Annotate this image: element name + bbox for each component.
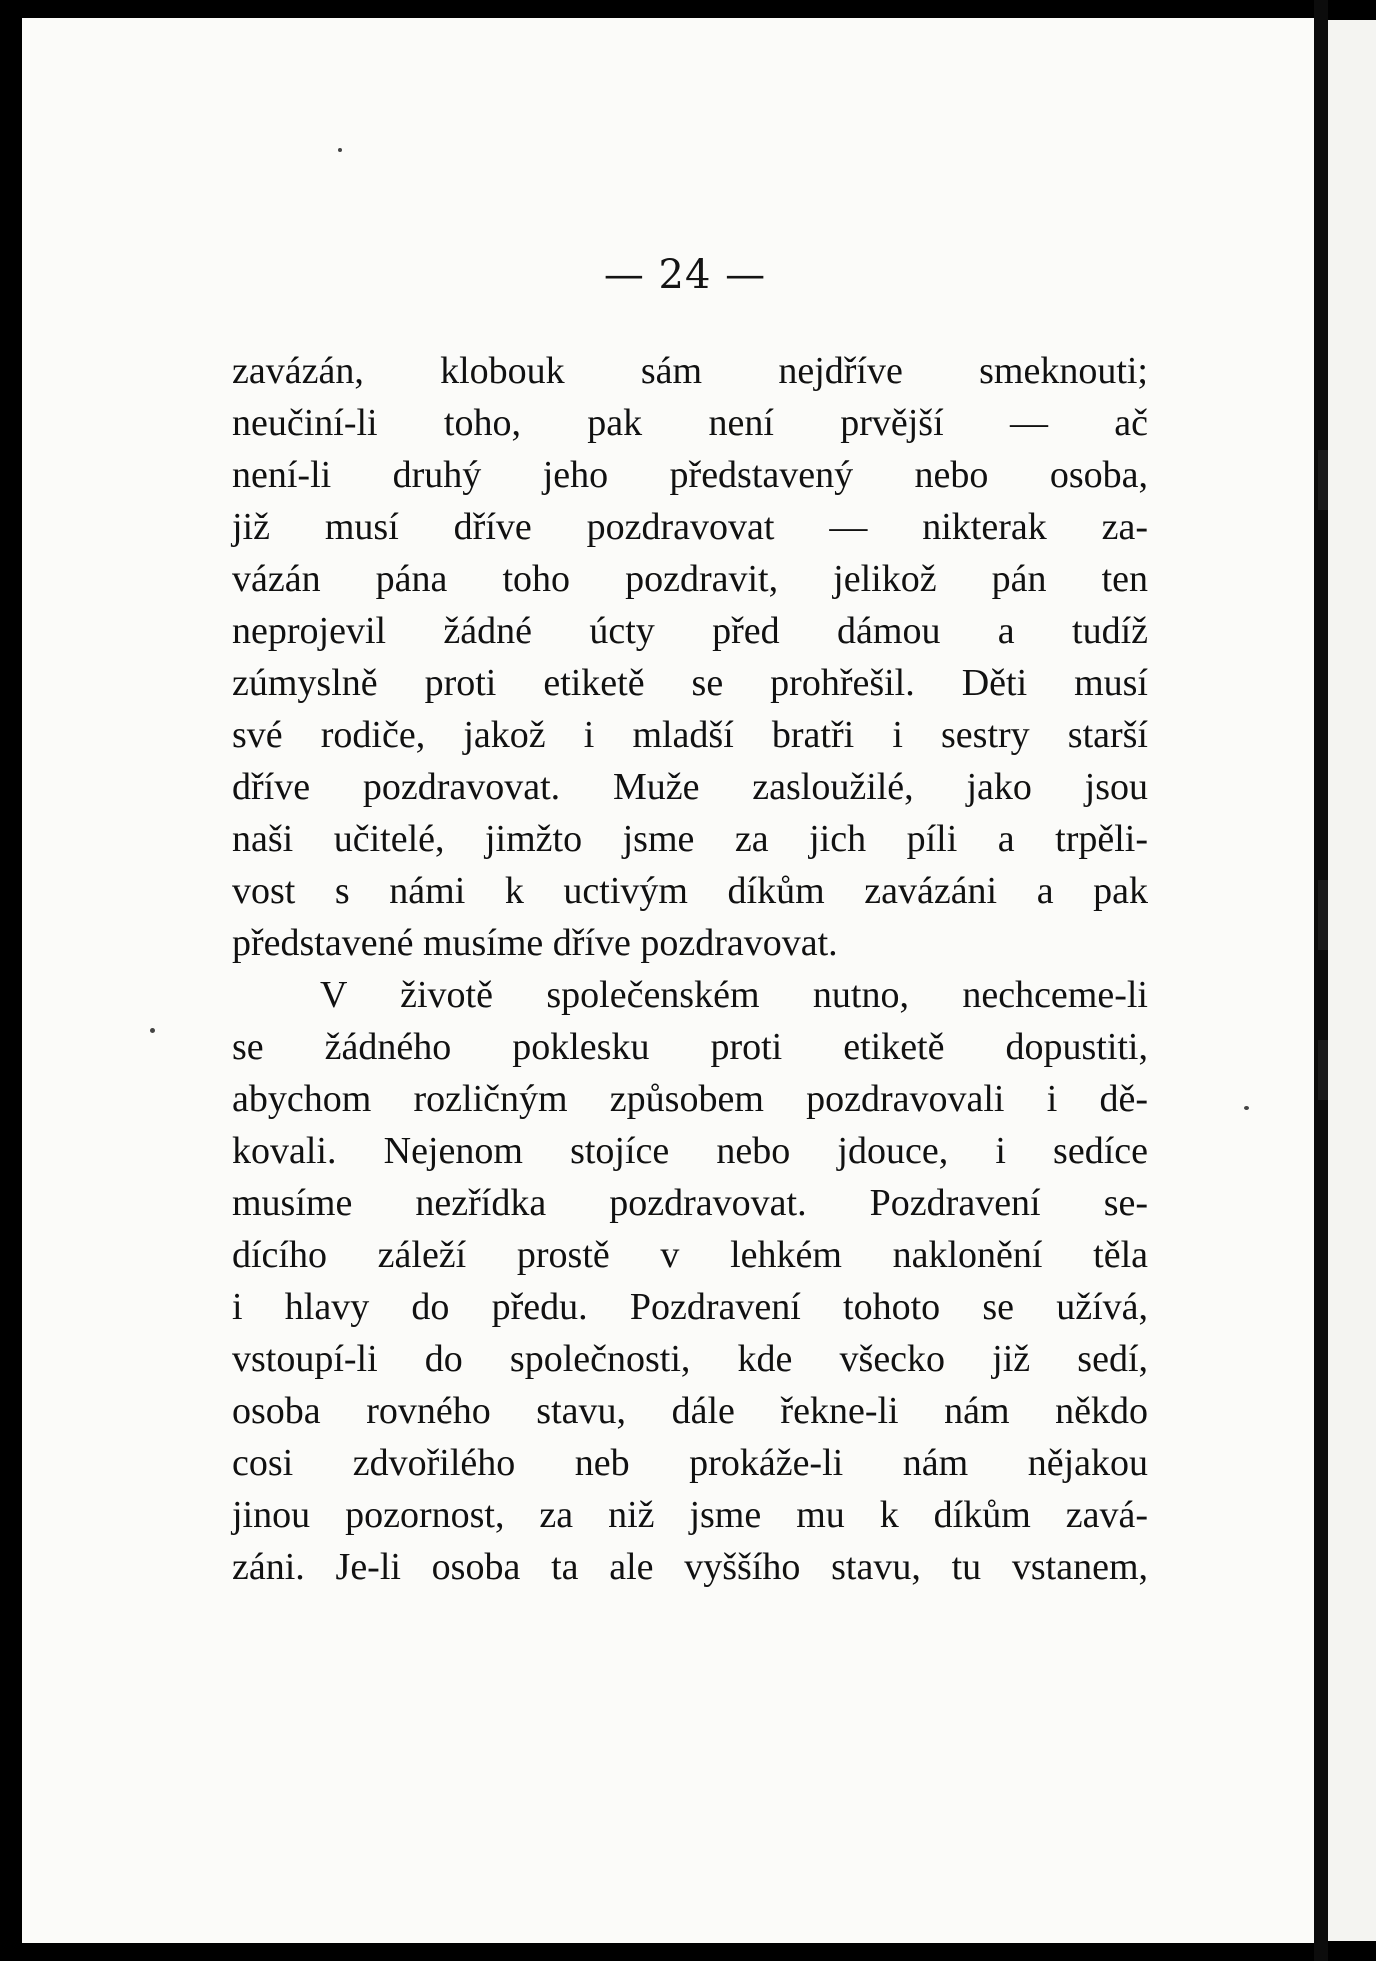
paper-speck: [150, 1028, 155, 1033]
text-line: zavázán, klobouk sám nejdříve smeknouti;: [232, 350, 1148, 392]
text-line: vázán pána toho pozdravit, jelikož pán ten: [232, 558, 1148, 600]
text-line: své rodiče, jakož i mladší bratři i sestry starší: [232, 714, 1148, 756]
text-line: již musí dříve pozdravovat — nikterak za-: [232, 506, 1148, 548]
binding-mark: [1318, 450, 1328, 510]
text-line: i hlavy do předu. Pozdravení tohoto se užívá,: [232, 1286, 1148, 1328]
text-line: osoba rovného stavu, dále řekne-li nám někdo: [232, 1390, 1148, 1432]
text-line: neučiní-li toho, pak není prvější — ač: [232, 402, 1148, 444]
binding-mark: [1318, 880, 1328, 950]
page-number: — 24 —: [603, 252, 767, 298]
text-line: cosi zdvořilého neb prokáže-li nám nějakou: [232, 1442, 1148, 1484]
text-line: naši učitelé, jimžto jsme za jich píli a trpěli-: [232, 818, 1148, 860]
text-line: abychom rozličným způsobem pozdravovali i dě-: [232, 1078, 1148, 1120]
text-line-paragraph-start: V životě společenském nutno, nechceme-li: [320, 974, 1148, 1016]
binding-mark: [1318, 1040, 1328, 1100]
paper-speck: [1244, 1106, 1249, 1110]
adjacent-page-edge: [1328, 20, 1376, 1941]
text-line: musíme nezřídka pozdravovat. Pozdravení se-: [232, 1182, 1148, 1224]
text-line: není-li druhý jeho představený nebo osoba,: [232, 454, 1148, 496]
text-line: se žádného poklesku proti etiketě dopustiti,: [232, 1026, 1148, 1068]
text-line: jinou pozornost, za niž jsme mu k díkům zavá-: [232, 1494, 1148, 1536]
text-line: neprojevil žádné úcty před dámou a tudíž: [232, 610, 1148, 652]
paper-speck: [338, 148, 342, 152]
binding-gutter: [1314, 0, 1328, 1961]
text-line: dícího záleží prostě v lehkém naklonění těla: [232, 1234, 1148, 1276]
text-line: zúmyslně proti etiketě se prohřešil. Děti musí: [232, 662, 1148, 704]
text-line: kovali. Nejenom stojíce nebo jdouce, i sedíce: [232, 1130, 1148, 1172]
body-text: [232, 345, 1148, 1593]
text-line: dříve pozdravovat. Muže zasloužilé, jako jsou: [232, 766, 1148, 808]
text-line: záni. Je-li osoba ta ale vyššího stavu, tu vstanem,: [232, 1546, 1148, 1588]
text-line: vstoupí-li do společnosti, kde všecko již sedí,: [232, 1338, 1148, 1380]
text-line: představené musíme dříve pozdravovat.: [232, 922, 838, 964]
text-line: vost s námi k uctivým díkům zavázáni a pak: [232, 870, 1148, 912]
